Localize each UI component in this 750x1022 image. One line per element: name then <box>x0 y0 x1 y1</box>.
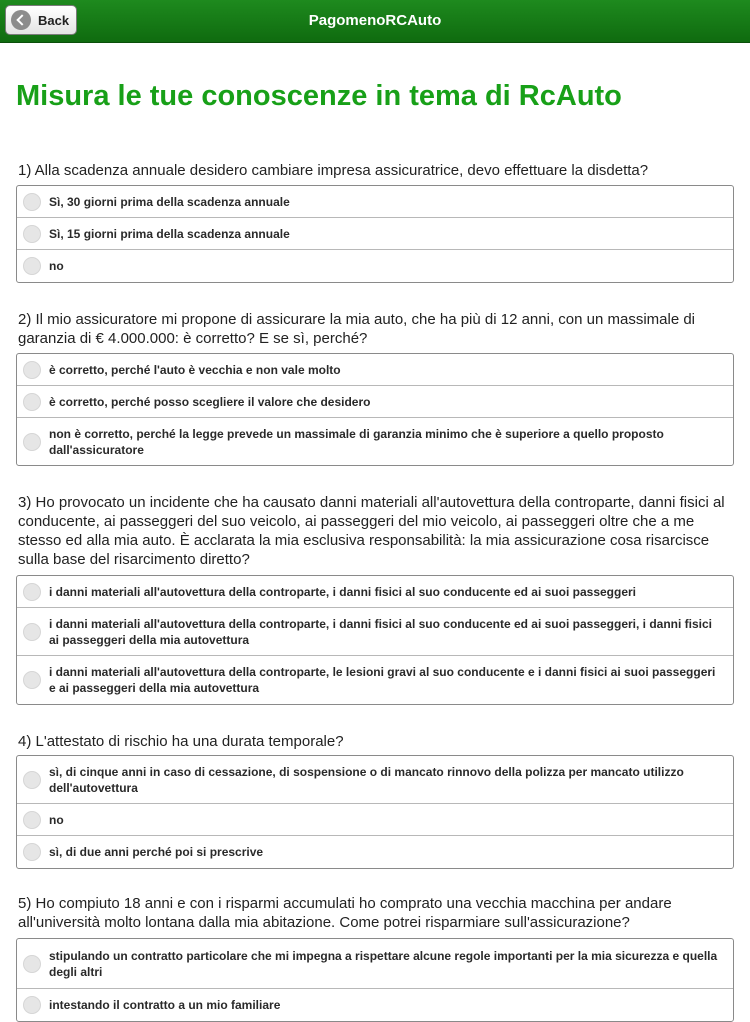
radio-button-icon[interactable] <box>23 433 41 451</box>
app-title: PagomenoRCAuto <box>308 12 442 29</box>
question-4-text: 4) L'attestato di rischio ha una durata temporale? <box>18 733 344 750</box>
question-5-answers <box>16 938 734 1022</box>
question-1-option-3[interactable] <box>17 250 733 282</box>
question-4-option-3[interactable] <box>17 836 733 868</box>
question-3-option-2[interactable] <box>17 608 733 656</box>
option-label: è corretto, perché posso scegliere il valore che desidero <box>49 394 371 409</box>
question-1-option-2[interactable] <box>17 218 733 250</box>
question-3-option-3[interactable] <box>17 656 733 704</box>
option-label: non è corretto, perché la legge prevede un massimale di garanzia minimo che è superiore a quello proposto dall'assicuratore <box>49 426 664 457</box>
question-4-answers <box>16 755 734 869</box>
radio-button-icon[interactable] <box>23 811 41 829</box>
question-5-option-2[interactable] <box>17 989 733 1021</box>
question-2-answers <box>16 353 734 466</box>
question-3-text: 3) Ho provocato un incidente che ha causato danni materiali all'autovettura della controparte, danni fisici al conducente, ai passeggeri del suo veicolo, ai passeggeri del mio veicolo, ai passeggeri oltre che a me stesso ed alla mia auto. È acclarata la mia esclusiva responsabilità: la mia assicurazione cosa risarcisce sulla base del risarcimento diretto? <box>18 494 725 568</box>
option-label: no <box>49 259 64 273</box>
radio-button-icon[interactable] <box>23 583 41 601</box>
question-2-option-1[interactable] <box>17 354 733 386</box>
option-label: i danni materiali all'autovettura della controparte, i danni fisici al suo conducente ed ai suoi passeggeri <box>49 584 636 599</box>
radio-button-icon[interactable] <box>23 771 41 789</box>
question-3-answers <box>16 575 734 705</box>
question-2-text: 2) Il mio assicuratore mi propone di assicurare la mia auto, che ha più di 12 anni, con un massimale di garanzia di € 4.000.000: è corretto? E se sì, perché? <box>18 311 696 347</box>
question-1-option-1[interactable] <box>17 186 733 218</box>
radio-button-icon[interactable] <box>23 843 41 861</box>
option-label: stipulando un contratto particolare che mi impegna a rispettare alcune regole importanti per la mia sicurezza e quella degli altri <box>49 948 718 979</box>
radio-button-icon[interactable] <box>23 193 41 211</box>
radio-button-icon[interactable] <box>23 361 41 379</box>
option-label: sì, di cinque anni in caso di cessazione, di sospensione o di mancato rinnovo della polizza per mancato utilizzo dell'autovettura <box>49 764 684 795</box>
option-label: è corretto, perché l'auto è vecchia e non vale molto <box>49 362 341 377</box>
question-5-option-1[interactable] <box>17 939 733 989</box>
option-label: sì, di due anni perché poi si prescrive <box>49 845 264 859</box>
back-button-label: Back <box>38 12 70 28</box>
question-5-text: 5) Ho compiuto 18 anni e con i risparmi accumulati ho comprato una vecchia macchina per andare all'università molto lontana dalla mia abitazione. Come potrei risparmiare sull'assicurazione? <box>18 895 672 931</box>
radio-button-icon[interactable] <box>23 623 41 641</box>
question-3-option-1[interactable] <box>17 576 733 608</box>
question-1-answers <box>16 185 734 283</box>
question-2-option-2[interactable] <box>17 386 733 418</box>
top-navigation-bar <box>0 0 750 43</box>
question-4-option-2[interactable] <box>17 804 733 836</box>
radio-button-icon[interactable] <box>23 671 41 689</box>
option-label: Sì, 15 giorni prima della scadenza annuale <box>49 226 290 241</box>
option-label: Sì, 30 giorni prima della scadenza annuale <box>49 194 290 209</box>
option-label: i danni materiali all'autovettura della controparte, le lesioni gravi al suo conducente e i danni fisici ai suoi passeggeri e ai passeggeri della mia autovettura <box>49 665 716 695</box>
option-label: i danni materiali all'autovettura della controparte, i danni fisici al suo conducente ed ai suoi passeggeri, i danni fisici ai passeggeri della mia autovettura <box>49 616 713 647</box>
question-2-option-3[interactable] <box>17 418 733 465</box>
page-title: Misura le tue conoscenze in tema di RcAuto <box>16 80 622 112</box>
radio-button-icon[interactable] <box>23 955 41 973</box>
question-4-option-1[interactable] <box>17 756 733 804</box>
option-label: intestando il contratto a un mio familiare <box>49 998 281 1012</box>
option-label: no <box>49 812 64 827</box>
radio-button-icon[interactable] <box>23 393 41 411</box>
radio-button-icon[interactable] <box>23 257 41 275</box>
question-1-text: 1) Alla scadenza annuale desidero cambiare impresa assicuratrice, devo effettuare la disdetta? <box>18 162 649 179</box>
radio-button-icon[interactable] <box>23 225 41 243</box>
radio-button-icon[interactable] <box>23 996 41 1014</box>
